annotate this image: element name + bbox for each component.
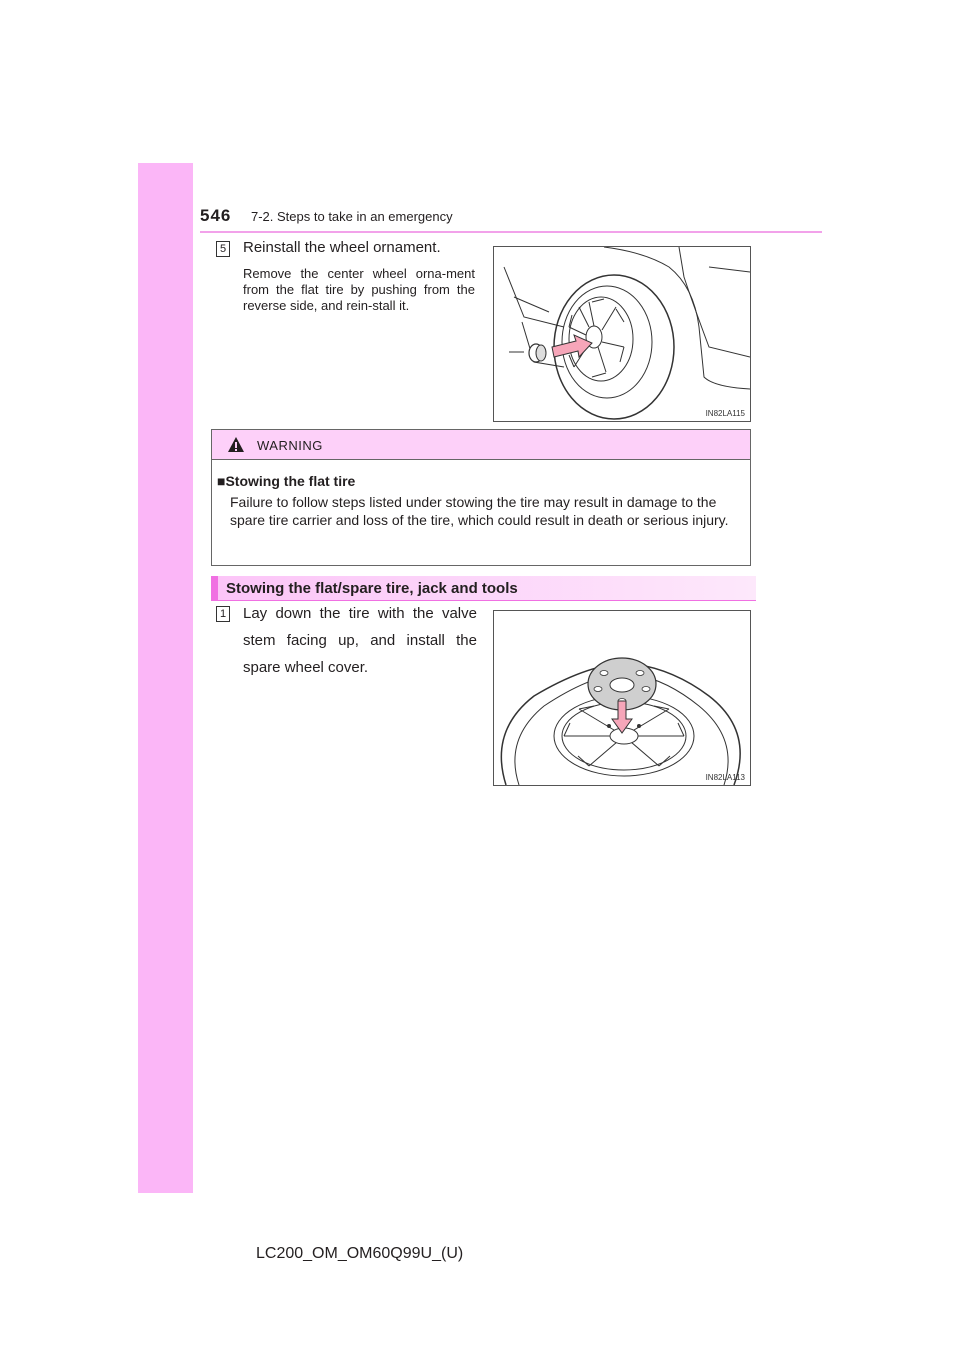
step-number-5: 5 bbox=[216, 241, 230, 257]
warning-text: Failure to follow steps listed under stowing the tire may result in damage to the spare tire carrier and loss of the tire, which could result in death or serious injury. bbox=[230, 494, 729, 528]
step-5-description: Remove the center wheel orna-ment from the flat tire by pushing from the reverse side, and rein-stall it. bbox=[243, 266, 475, 313]
spare-wheel-cover-illustration bbox=[494, 611, 750, 785]
step-5-title: Reinstall the wheel ornament. bbox=[243, 239, 441, 256]
header-divider bbox=[200, 231, 822, 233]
warning-subheading: ■Stowing the flat tire bbox=[217, 473, 356, 489]
section-heading-bar bbox=[211, 576, 756, 601]
section-heading: Stowing the flat/spare tire, jack and tools bbox=[226, 580, 518, 597]
warning-header bbox=[212, 430, 750, 460]
warning-label: WARNING bbox=[257, 438, 323, 453]
figure-code: IN82LA113 bbox=[705, 773, 745, 782]
page-number: 546 bbox=[200, 206, 232, 225]
wheel-ornament-illustration bbox=[494, 247, 750, 421]
document-code: LC200_OM_OM60Q99U_(U) bbox=[256, 1245, 464, 1262]
spare-wheel-cover-figure bbox=[493, 610, 751, 786]
wheel-ornament-cap-icon bbox=[529, 344, 546, 362]
chapter-sidebar bbox=[138, 163, 193, 1193]
warning-box bbox=[211, 429, 751, 566]
wheel-ornament-figure bbox=[493, 246, 751, 422]
step-1-title: Lay down the tire with the valve stem facing up, and install the spare wheel cover. bbox=[243, 605, 477, 676]
warning-triangle-icon bbox=[227, 436, 245, 453]
section-title: 7-2. Steps to take in an emergency bbox=[251, 209, 453, 224]
step-number-1: 1 bbox=[216, 606, 230, 622]
figure-code: IN82LA115 bbox=[705, 409, 745, 418]
